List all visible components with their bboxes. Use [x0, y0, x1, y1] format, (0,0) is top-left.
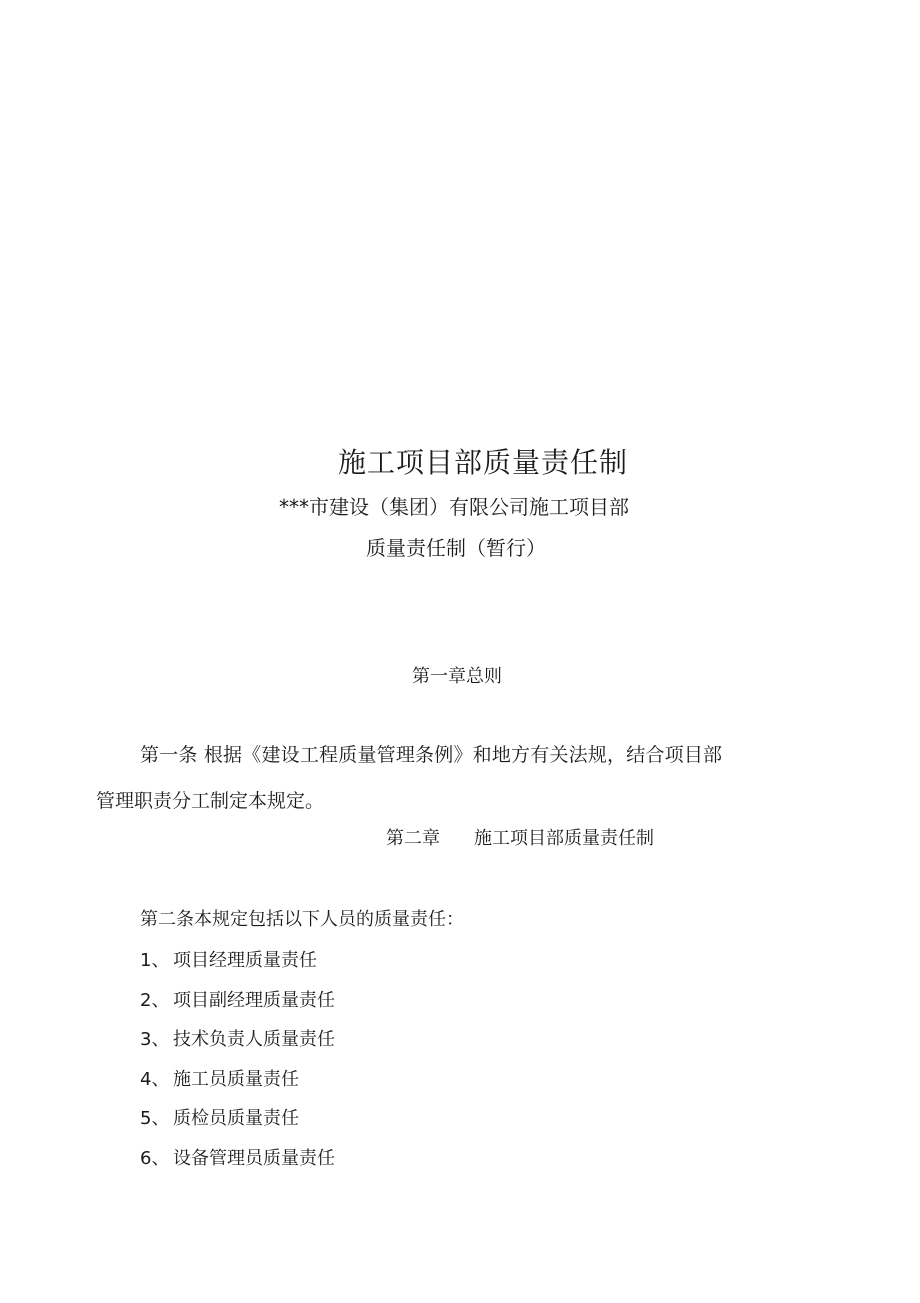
list-item-text: 施工员质量责任 [173, 1068, 299, 1090]
list-item-number: 2、 [140, 989, 170, 1011]
article-1-label: 第一条 [140, 744, 198, 766]
document-subtitle-company: ***市建设（集团）有限公司施工项目部 [279, 495, 629, 519]
list-item-number: 5、 [140, 1108, 170, 1129]
list-item-text: 设备管理员质量责任 [173, 1147, 335, 1169]
list-item [140, 1149, 335, 1189]
list-item [140, 991, 335, 1031]
document-title: 施工项目部质量责任制 [338, 446, 629, 479]
list-item [140, 1070, 335, 1110]
article-2-intro: 第二条本规定包括以下人员的质量责任： [140, 909, 464, 930]
chapter-2-number: 第二章 [386, 828, 440, 849]
list-item-number: 1、 [140, 950, 170, 971]
article-1-text-line2: 管理职责分工制定本规定。 [96, 790, 325, 812]
list-item-number: 3、 [140, 1029, 170, 1050]
list-item-text: 项目副经理质量责任 [173, 989, 335, 1011]
list-item-text: 质检员质量责任 [173, 1108, 299, 1129]
chapter-1-heading: 第一章总则 [412, 666, 502, 687]
article-1-text-line1: 根据《建设工程质量管理条例》和地方有关法规，结合项目部 [203, 744, 723, 766]
article-1-paragraph-line1 [140, 746, 722, 765]
list-item [140, 951, 335, 991]
list-item-number: 4、 [140, 1068, 170, 1090]
list-item-text: 项目经理质量责任 [173, 950, 317, 971]
responsibility-list [140, 951, 335, 1188]
list-item-text: 技术负责人质量责任 [173, 1029, 335, 1050]
chapter-2-heading [386, 830, 654, 848]
list-item [140, 1109, 335, 1149]
list-item-number: 6、 [140, 1147, 170, 1169]
list-item [140, 1030, 335, 1070]
chapter-2-title: 施工项目部质量责任制 [474, 828, 654, 849]
document-subtitle-status: 质量责任制（暂行） [366, 536, 546, 560]
